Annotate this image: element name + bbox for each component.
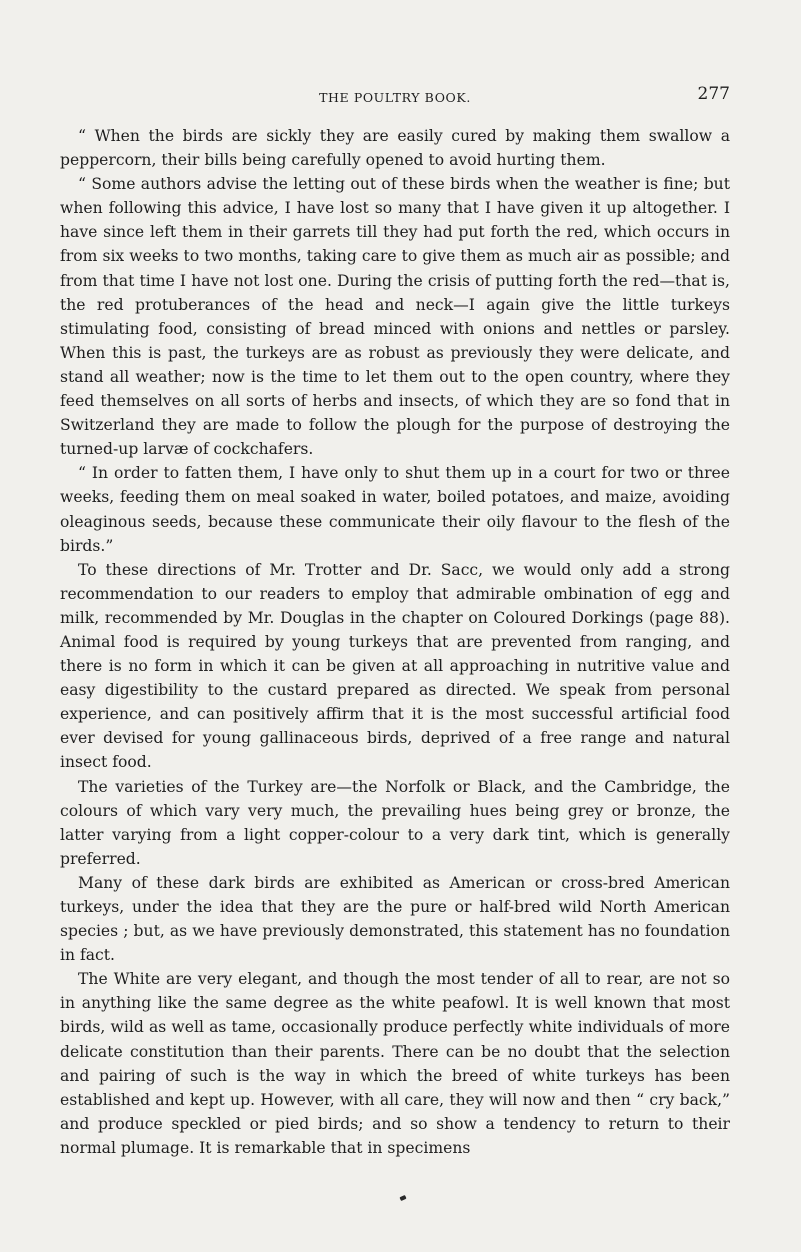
paragraph: The White are very elegant, and though the most tender of all to rear, are not so in anything like the same degree as the white peafowl. It is well known that most birds, wild as well as tame, occasionally produce perfectly white individuals of more delicate constitution than their parents. There can be no doubt that the selection and pairing of such is the way in which the breed of white turkeys has been established and kept up. However, with all care, they will now and then “ cry back,” and produce speckled or pied birds; and so show a tendency to return to their normal plumage. It is remarkable that in specimens <box>60 970 730 1157</box>
page-number: 277 <box>697 84 730 104</box>
running-header <box>60 84 730 108</box>
paragraph: The varieties of the Turkey are—the Norfolk or Black, and the Cambridge, the colours of which vary very much, the prevailing hues being grey or bronze, the latter varying from a light copper-colour to a very dark tint, which is generally preferred. <box>60 777 730 868</box>
paragraph: To these directions of Mr. Trotter and Dr. Sacc, we would only add a strong recommendation to our readers to employ that admirable ombination of egg and milk, recommended by Mr. Douglas in the chapter on Coloured Dorkings (page 88). Animal food is required by young turkeys that are prevented from ranging, and there is no form in which it can be given at all approaching in nutritive value and easy digestibility to the custard prepared as directed. We speak from personal experience, and can positively affirm that it is the most successful artificial food ever devised for young gallinaceous birds, deprived of a free range and natural insect food. <box>60 560 730 772</box>
running-title: THE POULTRY BOOK. <box>319 90 471 105</box>
body-text <box>60 124 730 1160</box>
ink-speck <box>399 1195 406 1201</box>
paragraph: “ When the birds are sickly they are easily cured by making them swallow a peppercorn, their bills being carefully opened to avoid hurting them. <box>60 127 730 170</box>
paragraph: “ In order to fatten them, I have only to shut them up in a court for two or three weeks, feeding them on meal soaked in water, boiled potatoes, and maize, avoiding oleaginous seeds, because these communicate their oily flavour to the flesh of the birds.” <box>60 464 730 555</box>
paragraph: Many of these dark birds are exhibited as American or cross-bred American turkeys, under the idea that they are the pure or half-bred wild North American species ; but, as we have previously demonstrated, this statement has no foundation in fact. <box>60 873 730 965</box>
paragraph: “ Some authors advise the letting out of these birds when the weather is fine; but when following this advice, I have lost so many that I have given it up altogether. I have since left them in their garrets till they had put forth the red, which occurs in from six weeks to two months, taking care to give them as much air as possible; and from that time I have not lost one. During the crisis of putting forth the red—that is, the red protuberances of the head and neck—I again give the little turkeys stimulating food, consisting of bread minced with onions and nettles or parsley. When this is past, the turkeys are as robust as previously they were delicate, and stand all weather; now is the time to let them out to the open country, where they feed themselves on all sorts of herbs and insects, of which they are so fond that in Switzerland they are made to follow the plough for the purpose of destroying the turned-up larvæ of cockchafers. <box>60 175 730 459</box>
